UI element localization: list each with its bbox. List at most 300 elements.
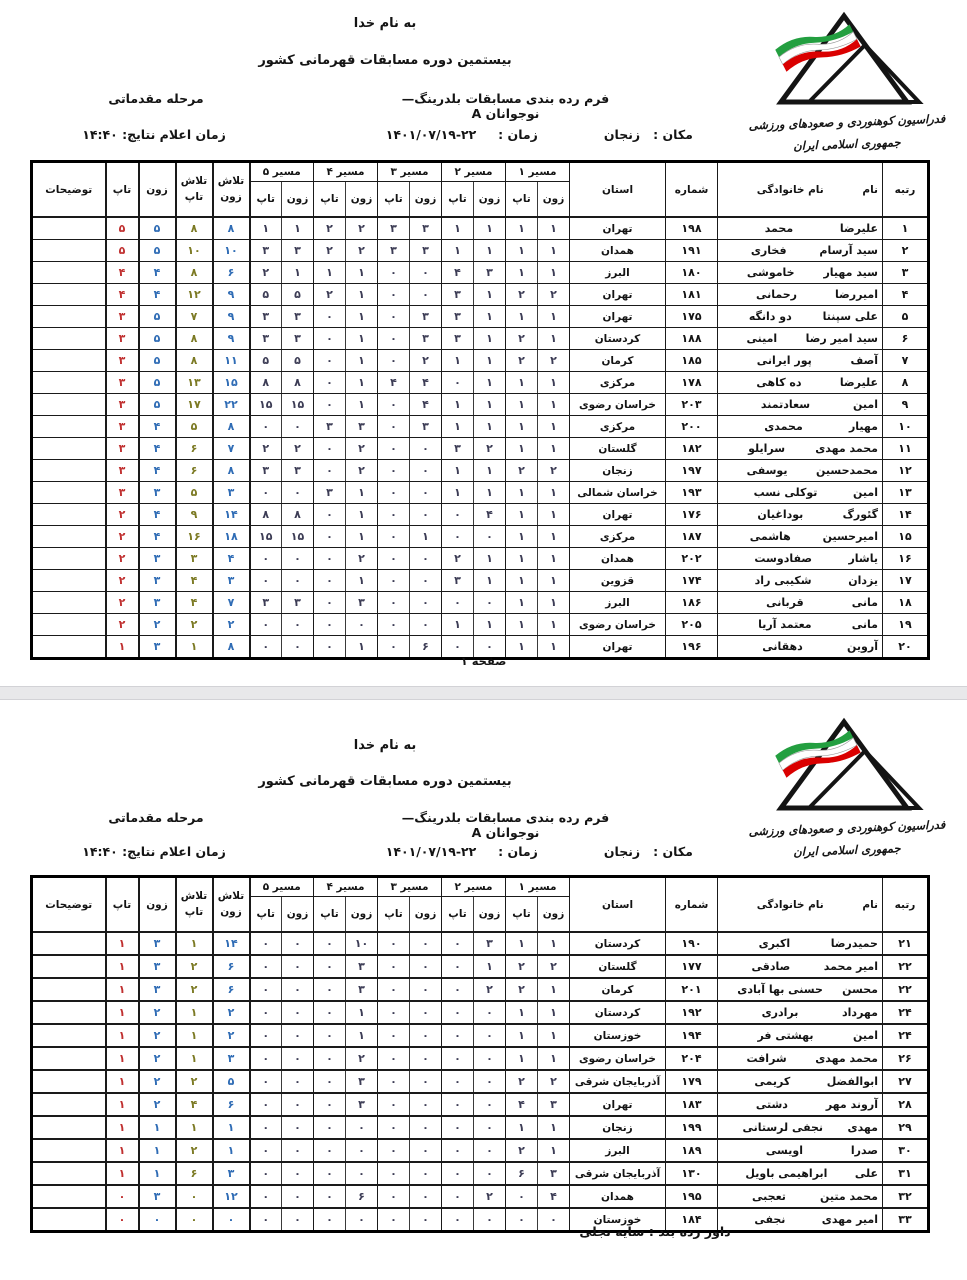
col-route3-top: تاپ <box>378 897 410 933</box>
competition-title: بیستمین دوره مسابقات قهرمانی کشور <box>258 774 512 789</box>
col-name <box>718 162 883 218</box>
cell-route5-zone: ۰ <box>282 416 314 438</box>
results-table-page-2 <box>30 875 930 1233</box>
cell-zone-total: ۴ <box>139 262 176 284</box>
table-row <box>32 1093 929 1116</box>
table-header <box>32 162 929 218</box>
cell-top-attempts: ۱ <box>176 1024 213 1047</box>
cell-route1-top: ۱ <box>506 438 538 460</box>
cell-route5-zone: ۰ <box>282 1093 314 1116</box>
cell-first-name: ابوالفضل <box>826 1075 878 1088</box>
iran-flag-icon <box>773 23 862 73</box>
cell-zone-total: ۵ <box>139 350 176 372</box>
cell-notes <box>32 1070 106 1093</box>
cell-route4-zone: ۱۰ <box>346 932 378 955</box>
col-first-name: نام <box>862 183 878 196</box>
cell-route5-top: ۳ <box>250 328 282 350</box>
cell-route1-top: ۱ <box>506 548 538 570</box>
cell-last-name: پور ایرانی <box>756 354 812 367</box>
cell-route1-top: ۱ <box>506 372 538 394</box>
cell-route4-zone: ۳ <box>346 592 378 614</box>
cell-route4-zone: ۰ <box>346 1162 378 1185</box>
cell-route3-top: ۰ <box>378 592 410 614</box>
cell-route1-zone: ۱ <box>538 570 570 592</box>
cell-number: ۱۷۵ <box>666 306 718 328</box>
cell-route3-top: ۰ <box>378 1070 410 1093</box>
cell-route3-top: ۰ <box>378 570 410 592</box>
cell-route2-top: ۰ <box>442 1047 474 1070</box>
col-rank: رتبه <box>883 877 929 933</box>
cell-route2-zone: ۴ <box>474 504 506 526</box>
cell-name <box>718 372 883 394</box>
cell-route3-top: ۰ <box>378 328 410 350</box>
page-number: صفحه ۱ <box>460 654 507 668</box>
cell-number: ۱۹۴ <box>666 1024 718 1047</box>
cell-number: ۲۰۵ <box>666 614 718 636</box>
cell-top-total: ۴ <box>106 284 139 306</box>
cell-province: همدان <box>570 1185 666 1208</box>
cell-rank: ۳۲ <box>883 1185 929 1208</box>
cell-top-total: ۱ <box>106 1070 139 1093</box>
cell-route1-zone: ۱ <box>538 1001 570 1024</box>
cell-top-attempts: ۵ <box>176 482 213 504</box>
cell-route5-top: ۱ <box>250 217 282 240</box>
cell-route4-zone: ۲ <box>346 548 378 570</box>
cell-zone-total: ۴ <box>139 284 176 306</box>
col-route-3: مسیر ۳ <box>378 162 442 182</box>
cell-zone-attempts: ۱۸ <box>213 526 250 548</box>
cell-route1-zone: ۱ <box>538 1024 570 1047</box>
cell-route2-zone: ۰ <box>474 1024 506 1047</box>
cell-rank: ۳۱ <box>883 1162 929 1185</box>
cell-route1-top: ۱ <box>506 1047 538 1070</box>
results-table-page-1 <box>30 160 930 660</box>
cell-rank: ۱۱ <box>883 438 929 460</box>
cell-last-name: دهقانی <box>762 640 803 653</box>
top-attempts-line2: تاپ <box>184 190 204 203</box>
cell-first-name: حمیدرضا <box>830 937 878 950</box>
cell-route1-zone: ۱ <box>538 504 570 526</box>
cell-top-total: ۱ <box>106 932 139 955</box>
cell-name <box>718 592 883 614</box>
cell-name <box>718 482 883 504</box>
federation-country: جمهوری اسلامی ایران <box>793 134 901 153</box>
cell-route1-zone: ۱ <box>538 262 570 284</box>
cell-notes <box>32 1208 106 1232</box>
cell-route2-zone: ۱ <box>474 570 506 592</box>
cell-province: کردستان <box>570 932 666 955</box>
cell-notes <box>32 394 106 416</box>
cell-route1-zone: ۱ <box>538 1047 570 1070</box>
cell-zone-total: ۲ <box>139 1001 176 1024</box>
cell-route1-top: ۲ <box>506 978 538 1001</box>
cell-number: ۱۹۷ <box>666 460 718 482</box>
cell-route2-zone: ۱ <box>474 394 506 416</box>
cell-route2-top: ۰ <box>442 636 474 659</box>
form-title: فرم رده بندی مسابقات بلدرینگ— نوجوانان A <box>401 810 610 840</box>
cell-route3-top: ۰ <box>378 284 410 306</box>
cell-route1-top: ۱ <box>506 570 538 592</box>
cell-route4-top: ۰ <box>314 932 346 955</box>
iran-flag-icon <box>773 729 862 779</box>
cell-route5-zone: ۰ <box>282 570 314 592</box>
cell-route5-zone: ۰ <box>282 1185 314 1208</box>
cell-route1-zone: ۲ <box>538 284 570 306</box>
cell-route4-top: ۰ <box>314 1139 346 1162</box>
cell-route3-top: ۰ <box>378 394 410 416</box>
cell-first-name: محمد مهدی <box>815 1052 878 1065</box>
cell-top-attempts: ۱ <box>176 1001 213 1024</box>
col-top-total: تاپ <box>106 877 139 933</box>
col-route2-zone: زون <box>474 182 506 218</box>
cell-route1-top: ۱ <box>506 614 538 636</box>
cell-rank: ۱۶ <box>883 548 929 570</box>
cell-last-name: صفادوست <box>754 552 813 565</box>
cell-province: مرکزی <box>570 372 666 394</box>
cell-zone-attempts: ۷ <box>213 592 250 614</box>
cell-route1-zone: ۱ <box>538 978 570 1001</box>
cell-zone-total: ۲ <box>139 1024 176 1047</box>
cell-route2-top: ۳ <box>442 570 474 592</box>
cell-number: ۱۸۳ <box>666 1093 718 1116</box>
cell-route3-zone: ۳ <box>410 328 442 350</box>
cell-last-name: صادقی <box>751 960 791 973</box>
cell-zone-attempts: ۱۴ <box>213 504 250 526</box>
location-value: زنجان <box>603 844 641 859</box>
cell-rank: ۳۳ <box>883 1208 929 1232</box>
cell-top-attempts: ۲ <box>176 1139 213 1162</box>
location-value: زنجان <box>603 127 641 142</box>
cell-route3-zone: ۰ <box>410 284 442 306</box>
cell-route4-top: ۰ <box>314 1093 346 1116</box>
table-row <box>32 284 929 306</box>
cell-route4-top: ۰ <box>314 350 346 372</box>
cell-first-name: مهیار <box>848 420 878 433</box>
cell-route1-zone: ۲ <box>538 1070 570 1093</box>
cell-notes <box>32 306 106 328</box>
cell-route5-top: ۰ <box>250 1001 282 1024</box>
cell-top-attempts: ۷ <box>176 306 213 328</box>
cell-zone-total: ۴ <box>139 504 176 526</box>
table-row <box>32 372 929 394</box>
cell-top-attempts: ۸ <box>176 328 213 350</box>
cell-zone-total: ۴ <box>139 460 176 482</box>
cell-route5-zone: ۰ <box>282 932 314 955</box>
cell-route1-zone: ۳ <box>538 1162 570 1185</box>
cell-route3-zone: ۰ <box>410 548 442 570</box>
cell-notes <box>32 262 106 284</box>
cell-notes <box>32 548 106 570</box>
col-route2-top: تاپ <box>442 897 474 933</box>
cell-name <box>718 438 883 460</box>
table-row <box>32 978 929 1001</box>
cell-first-name: امین <box>853 1029 878 1042</box>
cell-route2-zone: ۰ <box>474 1208 506 1232</box>
cell-route3-zone: ۰ <box>410 1001 442 1024</box>
cell-name <box>718 262 883 284</box>
cell-zone-total: ۳ <box>139 1185 176 1208</box>
cell-top-attempts: ۱۷ <box>176 394 213 416</box>
cell-zone-attempts: ۲۲ <box>213 394 250 416</box>
cell-route2-zone: ۰ <box>474 1116 506 1139</box>
cell-zone-attempts: ۸ <box>213 636 250 659</box>
form-title: فرم رده بندی مسابقات بلدرینگ— نوجوانان A <box>401 91 610 121</box>
cell-rank: ۱۰ <box>883 416 929 438</box>
cell-zone-total: ۳ <box>139 978 176 1001</box>
cell-route1-top: ۱ <box>506 482 538 504</box>
cell-last-name: سرایلو <box>748 442 786 455</box>
cell-top-attempts: ۲ <box>176 1070 213 1093</box>
table-row <box>32 460 929 482</box>
cell-last-name: اویسی <box>765 1144 803 1157</box>
cell-rank: ۷ <box>883 350 929 372</box>
cell-number: ۱۹۹ <box>666 1116 718 1139</box>
cell-last-name: نجفی لرستانی <box>742 1121 824 1134</box>
cell-route1-top: ۱ <box>506 262 538 284</box>
cell-route2-top: ۰ <box>442 1024 474 1047</box>
col-zone-attempts <box>213 162 250 218</box>
cell-top-total: ۳ <box>106 350 139 372</box>
cell-route5-zone: ۱ <box>282 262 314 284</box>
cell-route5-zone: ۰ <box>282 1001 314 1024</box>
cell-name <box>718 978 883 1001</box>
cell-number: ۱۸۹ <box>666 1139 718 1162</box>
cell-rank: ۲ <box>883 240 929 262</box>
col-last-name: نام خانوادگی <box>756 183 824 196</box>
cell-notes <box>32 1001 106 1024</box>
table-row <box>32 592 929 614</box>
cell-route4-top: ۳ <box>314 416 346 438</box>
col-route-1: مسیر ۱ <box>506 162 570 182</box>
cell-route3-zone: ۰ <box>410 1024 442 1047</box>
zone-attempts-line1: تلاش <box>217 890 245 903</box>
cell-rank: ۳ <box>883 262 929 284</box>
cell-route4-zone: ۲ <box>346 438 378 460</box>
cell-route4-top: ۰ <box>314 1024 346 1047</box>
cell-route2-top: ۰ <box>442 1001 474 1024</box>
cell-route1-top: ۱ <box>506 592 538 614</box>
cell-route3-zone: ۲ <box>410 350 442 372</box>
col-rank: رتبه <box>883 162 929 218</box>
cell-zone-total: ۵ <box>139 217 176 240</box>
cell-last-name: برادری <box>761 1006 799 1019</box>
cell-route2-zone: ۲ <box>474 1185 506 1208</box>
cell-name <box>718 1047 883 1070</box>
cell-route1-zone: ۱ <box>538 592 570 614</box>
cell-top-attempts: ۲ <box>176 614 213 636</box>
cell-route2-top: ۰ <box>442 504 474 526</box>
cell-route1-zone: ۱ <box>538 328 570 350</box>
cell-route4-zone: ۱ <box>346 394 378 416</box>
cell-number: ۱۸۶ <box>666 592 718 614</box>
table-row <box>32 1185 929 1208</box>
cell-route4-zone: ۱ <box>346 504 378 526</box>
cell-first-name: آروند مهر <box>825 1098 878 1111</box>
cell-first-name: آروین <box>847 640 878 653</box>
cell-top-attempts: ۴ <box>176 592 213 614</box>
cell-top-total: ۲ <box>106 526 139 548</box>
cell-zone-attempts: ۱ <box>213 1116 250 1139</box>
cell-route1-top: ۶ <box>506 1162 538 1185</box>
cell-route1-top: ۱ <box>506 217 538 240</box>
cell-route3-zone: ۰ <box>410 978 442 1001</box>
cell-route2-top: ۳ <box>442 438 474 460</box>
cell-name <box>718 504 883 526</box>
cell-name <box>718 1070 883 1093</box>
cell-route2-zone: ۳ <box>474 932 506 955</box>
cell-zone-total: ۳ <box>139 570 176 592</box>
cell-zone-attempts: ۳ <box>213 1047 250 1070</box>
table-row <box>32 570 929 592</box>
cell-route3-top: ۰ <box>378 1093 410 1116</box>
cell-route2-zone: ۱ <box>474 240 506 262</box>
cell-first-name: مهرداد <box>842 1006 878 1019</box>
cell-top-total: ۵ <box>106 217 139 240</box>
cell-last-name: امینی <box>746 332 778 345</box>
cell-province: خوزستان <box>570 1024 666 1047</box>
cell-rank: ۲۹ <box>883 1116 929 1139</box>
cell-zone-attempts: ۳ <box>213 570 250 592</box>
cell-first-name: امیرحسین <box>822 530 878 543</box>
cell-first-name: امیر محمد <box>823 960 878 973</box>
cell-zone-total: ۵ <box>139 372 176 394</box>
cell-number: ۱۸۷ <box>666 526 718 548</box>
cell-route4-top: ۲ <box>314 217 346 240</box>
cell-route1-top: ۱ <box>506 1001 538 1024</box>
cell-first-name: مانی <box>851 596 878 609</box>
cell-zone-total: ۴ <box>139 526 176 548</box>
cell-route1-top: ۱ <box>506 306 538 328</box>
cell-province: قزوین <box>570 570 666 592</box>
stage-label: مرحله مقدماتی <box>108 91 204 106</box>
cell-rank: ۱۹ <box>883 614 929 636</box>
cell-zone-total: ۲ <box>139 1093 176 1116</box>
cell-route4-top: ۰ <box>314 438 346 460</box>
cell-route1-zone: ۱ <box>538 482 570 504</box>
cell-route5-zone: ۱۵ <box>282 394 314 416</box>
cell-number: ۱۳۰ <box>666 1162 718 1185</box>
cell-route5-top: ۰ <box>250 570 282 592</box>
cell-name <box>718 526 883 548</box>
cell-notes <box>32 350 106 372</box>
cell-zone-total: ۳ <box>139 482 176 504</box>
mountain-icon <box>743 10 951 108</box>
cell-route3-zone: ۴ <box>410 372 442 394</box>
cell-rank: ۱۵ <box>883 526 929 548</box>
col-route2-zone: زون <box>474 897 506 933</box>
cell-route2-zone: ۱ <box>474 350 506 372</box>
cell-route5-top: ۰ <box>250 416 282 438</box>
cell-route4-top: ۰ <box>314 1047 346 1070</box>
cell-route2-zone: ۰ <box>474 592 506 614</box>
cell-rank: ۲۰ <box>883 636 929 659</box>
cell-route5-zone: ۳ <box>282 328 314 350</box>
cell-top-total: ۵ <box>106 240 139 262</box>
cell-route2-top: ۰ <box>442 932 474 955</box>
cell-notes <box>32 592 106 614</box>
cell-route2-top: ۴ <box>442 262 474 284</box>
col-province: استان <box>570 877 666 933</box>
cell-route3-zone: ۰ <box>410 614 442 636</box>
cell-province: البرز <box>570 262 666 284</box>
cell-route5-zone: ۰ <box>282 1139 314 1162</box>
cell-route2-zone: ۲ <box>474 978 506 1001</box>
cell-route4-top: ۰ <box>314 1185 346 1208</box>
cell-top-attempts: ۶ <box>176 1162 213 1185</box>
cell-zone-attempts: ۳ <box>213 1162 250 1185</box>
cell-route3-zone: ۰ <box>410 438 442 460</box>
col-route1-top: تاپ <box>506 897 538 933</box>
cell-zone-attempts: ۶ <box>213 262 250 284</box>
col-route2-top: تاپ <box>442 182 474 218</box>
cell-first-name: علیرضا <box>839 222 878 235</box>
cell-route4-top: ۰ <box>314 592 346 614</box>
col-route-1: مسیر ۱ <box>506 877 570 897</box>
cell-zone-attempts: ۹ <box>213 328 250 350</box>
cell-name <box>718 306 883 328</box>
cell-province: خراسان رضوی <box>570 1047 666 1070</box>
table-row <box>32 438 929 460</box>
cell-zone-total: ۳ <box>139 548 176 570</box>
cell-last-name: شرافت <box>746 1052 787 1065</box>
cell-route3-zone: ۴ <box>410 394 442 416</box>
cell-last-name: ابراهیمی باویل <box>745 1167 828 1180</box>
cell-route4-zone: ۲ <box>346 217 378 240</box>
cell-last-name: حسنی بها آبادی <box>737 983 823 996</box>
cell-route1-zone: ۱ <box>538 217 570 240</box>
judge-label: داور رده بند : <box>648 1224 731 1239</box>
federation-name: فدراسیون کوهنوردی و صعودهای ورزشی <box>748 817 946 839</box>
cell-first-name: آصف <box>850 354 878 367</box>
bismillah: به نام خدا <box>353 738 417 753</box>
cell-top-attempts: ۴ <box>176 1093 213 1116</box>
cell-last-name: محمدی <box>764 420 803 433</box>
col-route-5: مسیر ۵ <box>250 877 314 897</box>
cell-route1-zone: ۱ <box>538 240 570 262</box>
cell-route1-top: ۱ <box>506 240 538 262</box>
col-zone-total: زون <box>139 877 176 933</box>
cell-number: ۱۸۱ <box>666 284 718 306</box>
cell-province: تهران <box>570 217 666 240</box>
cell-zone-attempts: ۶ <box>213 978 250 1001</box>
cell-route3-top: ۴ <box>378 372 410 394</box>
cell-rank: ۹ <box>883 394 929 416</box>
cell-route3-zone: ۰ <box>410 482 442 504</box>
cell-first-name: امیر مهدی <box>821 1213 878 1226</box>
cell-route5-top: ۰ <box>250 636 282 659</box>
cell-top-attempts: ۶ <box>176 438 213 460</box>
cell-last-name: شکیبی راد <box>754 574 812 587</box>
cell-route4-zone: ۰ <box>346 1116 378 1139</box>
cell-route2-zone: ۱ <box>474 955 506 978</box>
cell-notes <box>32 614 106 636</box>
cell-province: تهران <box>570 504 666 526</box>
cell-route1-top: ۲ <box>506 1070 538 1093</box>
cell-name <box>718 416 883 438</box>
cell-top-total: ۱ <box>106 636 139 659</box>
cell-name <box>718 955 883 978</box>
table-row <box>32 1070 929 1093</box>
cell-route5-zone: ۰ <box>282 1116 314 1139</box>
cell-notes <box>32 1116 106 1139</box>
cell-route5-top: ۳ <box>250 460 282 482</box>
results-time-value: ۱۴:۴۰ <box>82 127 118 142</box>
cell-province: خراسان رضوی <box>570 394 666 416</box>
page-2 <box>0 700 967 1280</box>
cell-route2-top: ۱ <box>442 482 474 504</box>
cell-top-total: ۰ <box>106 1208 139 1232</box>
cell-route3-zone: ۰ <box>410 504 442 526</box>
